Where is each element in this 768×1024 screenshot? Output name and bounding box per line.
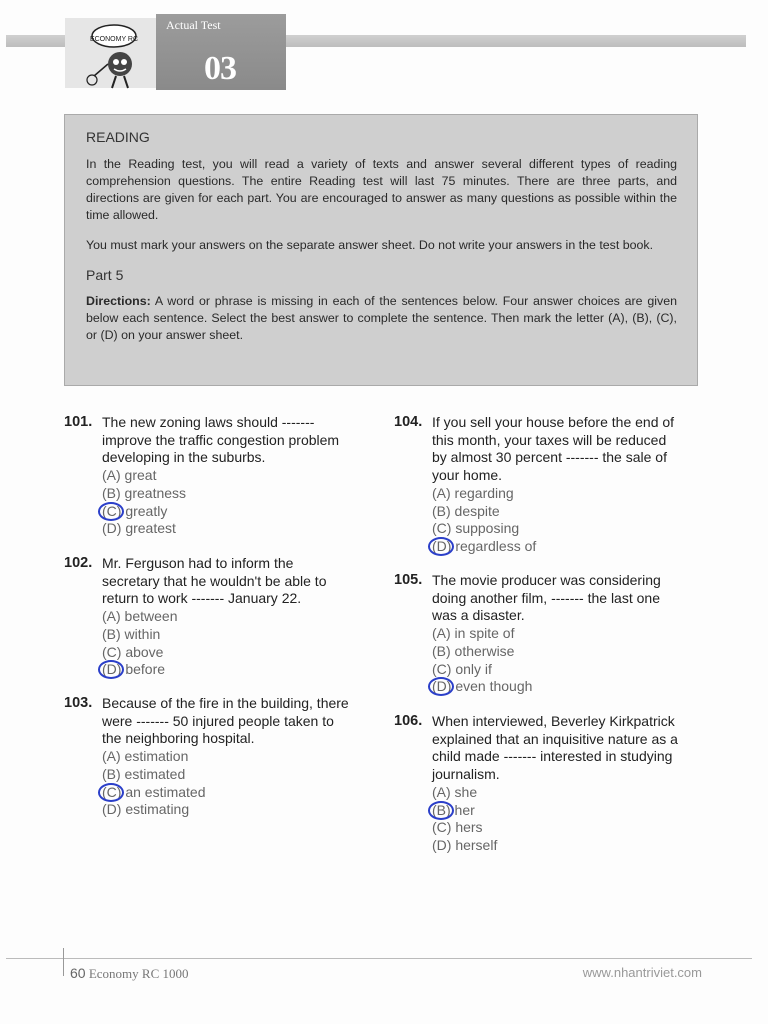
option-b[interactable]: (B) despite [432,502,500,519]
option-d[interactable]: (D) herself [432,836,498,853]
question-101 [64,414,354,538]
question-103 [64,695,354,819]
question-number: 104. [394,414,423,430]
option-b-label: (B) her [432,801,475,818]
option-a[interactable]: (A) estimation [102,748,189,765]
option-c[interactable] [102,503,354,521]
option-c[interactable]: (C) supposing [432,520,520,537]
reading-intro-paragraph: In the Reading test, you will read a variety of texts and answer several different types of reading comprehension questions. The entire Reading test will last 75 minutes. There are three parts, and directions are given for each part. You are encouraged to answer as many questions as possible within the time allowed. [86,157,677,222]
answer-options [102,467,354,538]
option-d[interactable]: (D) estimating [102,801,190,818]
option-b[interactable]: (B) otherwise [432,642,515,659]
directions-label: Directions: [86,294,151,308]
option-d-label: (D) regardless of [432,537,537,554]
option-c-label: (C) greatly [102,502,168,519]
book-title: Economy RC 1000 [88,966,189,981]
directions-paragraph [86,293,677,344]
option-d-label: (D) before [102,661,166,678]
test-title-block [156,14,286,90]
question-text: If you sell your house before the end of this month, your taxes will be reduced by almost 30 percent ------- the sale of your home. [432,414,675,484]
logo-text: ECONOMY RC [89,36,139,43]
option-c-label: (C) an estimated [102,783,206,800]
footer-page-info [70,965,189,982]
question-number: 106. [394,713,423,729]
footer-divider [6,958,752,959]
option-c[interactable]: (C) only if [432,660,492,677]
option-d[interactable] [102,661,354,679]
economy-rc-mascot-icon [80,22,150,90]
question-text: Mr. Ferguson had to inform the secretary that he wouldn't be able to return to work ------- January 22. [102,555,327,607]
question-102 [64,555,354,679]
option-c[interactable]: (C) hers [432,819,483,836]
reading-heading: READING [86,129,150,145]
question-number: 103. [64,695,93,711]
option-b[interactable] [432,802,684,820]
question-text: The new zoning laws should ------- improve the traffic congestion problem developing in the suburbs. [102,414,340,466]
option-c[interactable]: (C) above [102,643,164,660]
option-d[interactable] [432,538,684,556]
option-d-label: (D) even though [432,678,533,695]
answer-circle-mark [428,537,454,556]
instructions-box [64,114,698,386]
question-text: The movie producer was considering doing another film, ------- the last one was a disaster. [432,572,661,624]
option-a[interactable]: (A) in spite of [432,625,515,642]
option-d[interactable]: (D) greatest [102,520,176,537]
question-text: When interviewed, Beverley Kirkpatrick explained that an inquisitive nature as a child made ------- interested in studying journalism. [432,713,678,783]
part-heading: Part 5 [86,267,124,283]
test-label: Actual Test [166,18,221,32]
footer-website: www.nhantriviet.com [582,965,702,980]
option-d[interactable] [432,678,684,696]
question-text: Because of the fire in the building, there were ------- 50 injured people taken to the neighboring hospital. [102,695,349,747]
question-number: 105. [394,572,423,588]
answer-circle-mark [98,502,124,521]
option-b[interactable]: (B) within [102,625,161,642]
test-number: 03 [204,50,236,87]
answer-options [432,625,684,696]
footer-tick [63,948,64,976]
option-b[interactable]: (B) estimated [102,765,186,782]
answer-options [102,748,354,819]
answer-options [102,608,354,679]
answer-circle-mark [428,801,454,820]
answer-circle-mark [98,783,124,802]
option-a[interactable]: (A) between [102,608,178,625]
answer-sheet-paragraph: You must mark your answers on the separate answer sheet. Do not write your answers in the test book. [86,238,654,252]
question-105 [394,572,684,696]
page-number: 60 [70,965,86,981]
directions-text: A word or phrase is missing in each of the sentences below. Four answer choices are given below each sentence. Select the best answer to complete the sentence. Then mark the letter (A), (B), (C), or (D) on your answer sheet. [86,294,677,342]
answer-options [432,485,684,556]
question-number: 101. [64,414,93,430]
answer-options [432,784,684,855]
question-106 [394,713,684,855]
option-a[interactable]: (A) regarding [432,484,514,501]
option-c[interactable] [102,784,354,802]
question-104 [394,414,684,556]
question-number: 102. [64,555,93,571]
option-a[interactable]: (A) great [102,467,157,484]
option-b[interactable]: (B) greatness [102,484,187,501]
option-a[interactable]: (A) she [432,783,478,800]
